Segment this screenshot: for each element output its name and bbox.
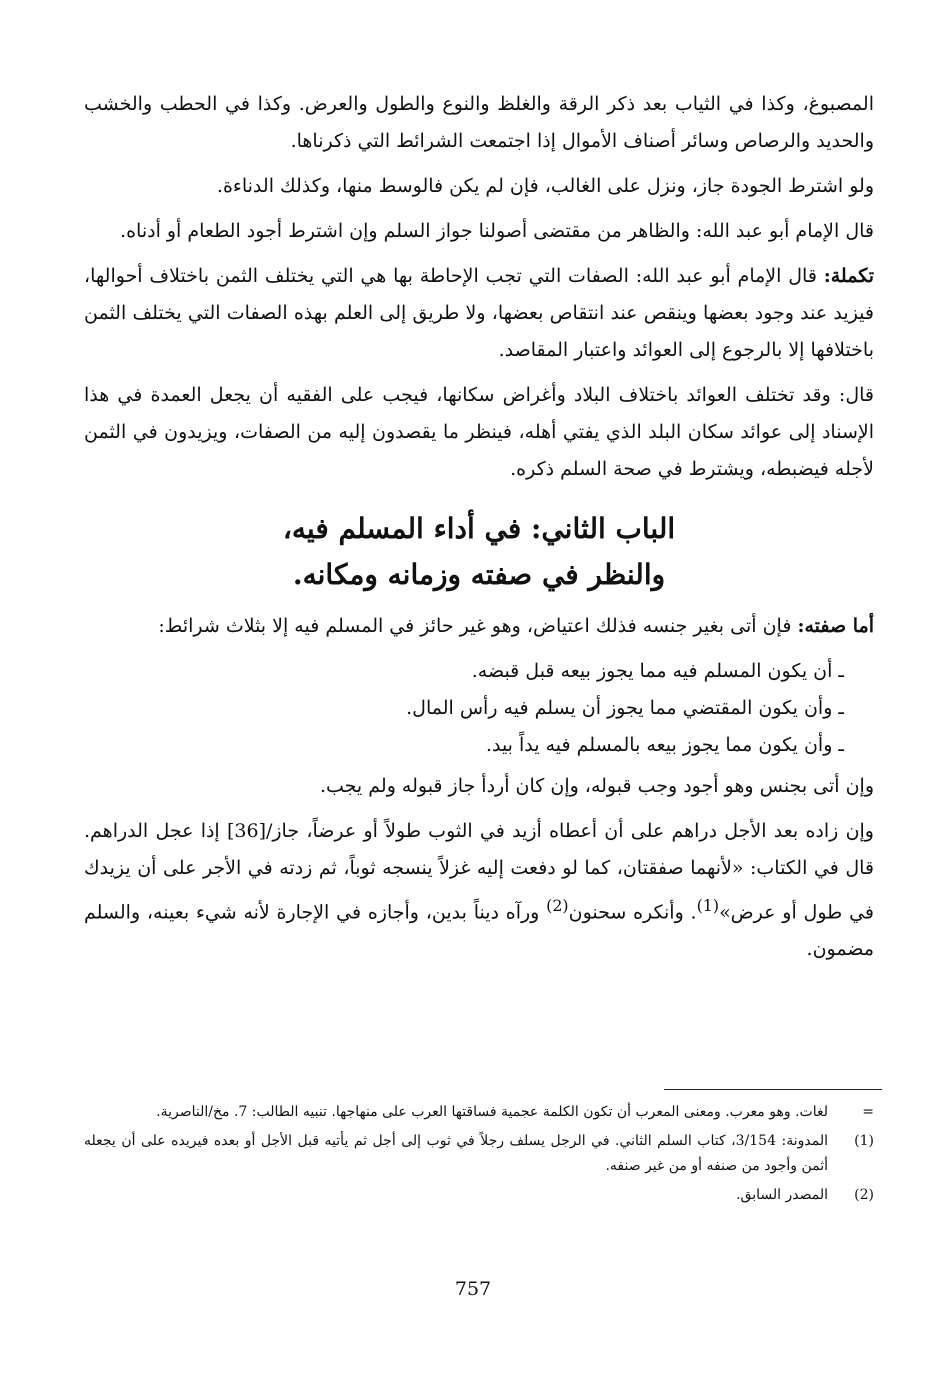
paragraph-3-text: قال الإمام أبو عبد الله: والظاهر من مقتضى أصولنا جواز السلم وإن اشترط أجود الطعام أو أدناه. [120,220,874,242]
paragraph-after-list [84,768,874,805]
paragraph-4-text: قال الإمام أبو عبد الله: الصفات التي تجب الإحاطة بها هي التي يختلف الثمن باختلاف أحوالها، فيزيد عند وجود بعضها وينقص عند انتقاص بعضها، ولا طريق إلى العلم بهذه الصفات التي يختلف الثمن باختلافها إلا بالرجوع إلى العوائد واعتبار المقاصد. [84,265,874,361]
chapter-heading-line-1: الباب الثاني: في أداء المسلم فيه، [282,512,676,545]
section-intro [84,608,874,645]
section-intro-text: فإن أتى بغير جنسه فذلك اعتياض، وهو غير حائز في المسلم فيه إلا بثلاث شرائط: [158,615,798,637]
paragraph-2 [84,168,874,205]
paragraph-1 [84,86,874,160]
paragraph-1-text: المصبوغ، وكذا في الثياب بعد ذكر الرقة والغلظ والنوع والطول والعرض. وكذا في الحطب والخشب والحديد والرصاص وسائر أصناف الأموال إذا اجتمعت الشرائط التي ذكرناها. [84,93,874,152]
paragraph-5-text: قال: وقد تختلف العوائد باختلاف البلاد وأغراض سكانها، فيجب على الفقيه أن يجعل العمدة في هذا الإسناد إلى عوائد سكان البلد الذي يفتي أهله، فينظر ما يقصدون إليه من الصفات، ويزيدون في الثمن لأجله فيضبطه، ويشترط في صحة السلم ذكره. [84,384,874,480]
footnote-text: المدونة: 3/154، كتاب السلم الثاني. في الرجل يسلف رجلاً في ثوب إلى أجل ثم يأتيه قبل الأجل أو بعده فيريده على أن يجعله أثمن وأجود من صنفه أو من غير صنفه. [84,1133,828,1174]
paragraph-last-part-3: ورآه ديناً بدين، وأجازه في الإجارة لأنه شيء بعينه، والسلم مضمون. [84,901,874,961]
footnote-continued [84,1100,874,1125]
footnote-divider [664,1089,882,1090]
chapter-heading [84,506,874,598]
chapter-heading-line-2: والنظر في صفته وزمانه ومكانه. [292,558,666,591]
paragraph-last-part-1: وإن زاده بعد الأجل دراهم على أن أعطاه أزيد في الثوب طولاً أو عرضاً، جاز/[36] إذا عجل الدراهم. قال في الكتاب: «لأنهما صفقتان، كما لو دفعت إليه غزلاً ينسجه ثوباً، ثم زدته في الأجر على أن يزيدك في طول أو عرض» [84,820,874,924]
footnote-2 [84,1183,874,1208]
footnotes [84,1100,874,1212]
footnote-marker: (1) [854,1133,874,1149]
page-number: 757 [454,1278,492,1300]
paragraph-3 [84,213,874,250]
paragraph-5 [84,377,874,488]
footnote-1 [84,1129,874,1179]
list-item: ـ وأن يكون مما يجوز بيعه بالمسلم فيه يداً بيد. [485,734,844,756]
list-item: ـ أن يكون المسلم فيه مما يجوز بيعه قبل قبضه. [471,660,844,682]
footnote-text: لغات. وهو معرب. ومعنى المعرب أن تكون الكلمة عجمية فساقتها العرب على منهاجها. تنبيه الطالب: 7. مخ/الناصرية. [156,1104,828,1120]
paragraph-4 [84,258,874,369]
paragraph-4-lead: تكملة: [823,265,874,287]
section-lead: أما صفته: [797,615,874,637]
page-body [84,86,874,976]
footnote-ref-1[interactable]: (1) [696,896,720,915]
footnote-marker: = [862,1104,874,1120]
footnote-marker: (2) [854,1187,874,1203]
footnote-ref-2[interactable]: (2) [546,896,569,915]
paragraph-after-list-text: وإن أتى بجنس وهو أجود وجب قبوله، وإن كان أردأ جاز قبوله ولم يجب. [319,775,874,797]
footnote-text: المصدر السابق. [736,1187,828,1203]
list-item: ـ وأن يكون المقتضي مما يجوز أن يسلم فيه رأس المال. [406,697,844,719]
paragraph-last-part-2: . وأنكره سحنون [568,901,697,924]
paragraph-last [84,813,874,968]
conditions-list [84,653,874,764]
paragraph-2-text: ولو اشترط الجودة جاز، ونزل على الغالب، فإن لم يكن فالوسط منها، وكذلك الدناءة. [216,175,874,197]
